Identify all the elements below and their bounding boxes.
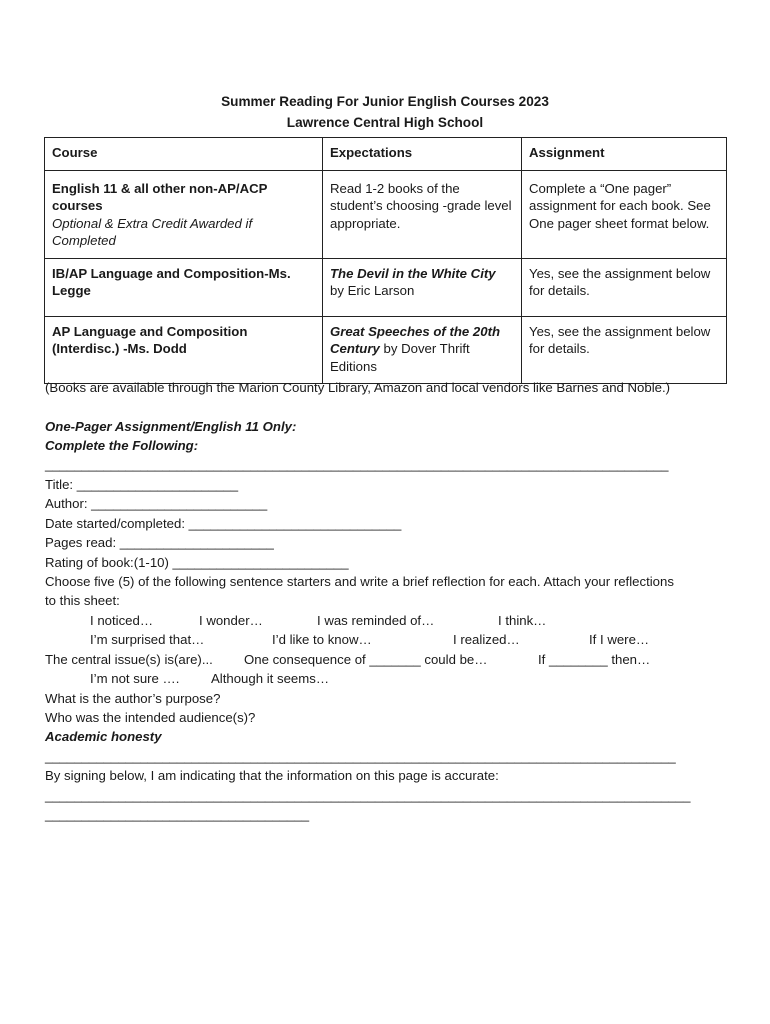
book-author: by Eric Larson bbox=[330, 283, 415, 298]
expectations-text: Read 1-2 books of the student’s choosing -grade level appropriate. bbox=[330, 180, 512, 231]
course-name: English 11 & all other non-AP/ACP courses bbox=[52, 180, 268, 213]
instructions-line2: to this sheet: bbox=[45, 593, 120, 608]
table-row bbox=[45, 170, 727, 258]
assignment-cell bbox=[522, 170, 727, 258]
starter-surprised: I’m surprised that… bbox=[90, 632, 205, 647]
table-row bbox=[45, 316, 727, 384]
course-note: Optional & Extra Credit Awarded if Completed bbox=[52, 215, 253, 248]
table-row bbox=[45, 258, 727, 316]
table-header-row bbox=[45, 138, 727, 171]
starter-central-issue: The central issue(s) is(are)... bbox=[45, 652, 213, 667]
expectations-cell bbox=[323, 170, 522, 258]
starter-reminded: I was reminded of… bbox=[317, 613, 435, 628]
course-cell bbox=[45, 258, 323, 316]
book-publisher: by Dover Thrift Editions bbox=[330, 341, 470, 374]
signing-statement: By signing below, I am indicating that the information on this page is accurate: bbox=[45, 768, 499, 783]
availability-note: (Books are available through the Marion County Library, Amazon and local vendors like Barnes and Noble.) bbox=[45, 380, 671, 395]
one-pager-heading: One-Pager Assignment/English 11 Only: bbox=[45, 419, 297, 434]
signature-line[interactable]: ________________________________________________________________________________________ bbox=[45, 788, 691, 803]
separator-line: _____________________________________________________________________________________ bbox=[45, 457, 669, 472]
starter-if-then: If ________ then… bbox=[538, 652, 651, 667]
academic-honesty-heading: Academic honesty bbox=[45, 729, 162, 744]
assignment-cell bbox=[522, 316, 727, 384]
starter-although: Although it seems… bbox=[211, 671, 330, 686]
course-name: IB/AP Language and Composition-Ms. Legge bbox=[52, 265, 291, 298]
assignment-text: Complete a “One pager” assignment for each book. See One pager sheet format below. bbox=[529, 180, 711, 231]
school-name: Lawrence Central High School bbox=[286, 115, 484, 130]
pages-read-field[interactable]: Pages read: _____________________ bbox=[45, 535, 274, 550]
header-course: Course bbox=[45, 138, 323, 171]
course-cell bbox=[45, 170, 323, 258]
starter-if-i-were: If I were… bbox=[589, 632, 650, 647]
assignment-text: Yes, see the assignment below for details. bbox=[529, 265, 711, 298]
audience-question: Who was the intended audience(s)? bbox=[45, 710, 256, 725]
course-name: AP Language and Composition (Interdisc.) -Ms. Dodd bbox=[52, 323, 248, 356]
title-field[interactable]: Title: ______________________ bbox=[45, 477, 239, 492]
book-title: The Devil in the White City bbox=[330, 265, 496, 281]
assignment-text: Yes, see the assignment below for details. bbox=[529, 323, 711, 356]
starter-consequence: One consequence of _______ could be… bbox=[244, 652, 488, 667]
starter-wonder: I wonder… bbox=[199, 613, 263, 628]
signature-line-continued[interactable]: ____________________________________ bbox=[45, 807, 310, 822]
expectations-cell bbox=[323, 316, 522, 384]
starter-think: I think… bbox=[498, 613, 547, 628]
rating-field[interactable]: Rating of book:(1-10) ________________________ bbox=[45, 555, 349, 570]
reading-table bbox=[44, 137, 727, 384]
complete-heading: Complete the Following: bbox=[45, 438, 199, 453]
assignment-cell bbox=[522, 258, 727, 316]
starter-like-to-know: I’d like to know… bbox=[272, 632, 372, 647]
starter-not-sure: I’m not sure …. bbox=[90, 671, 180, 686]
expectations-cell bbox=[323, 258, 522, 316]
book-title: Great Speeches of the 20th Century bbox=[330, 323, 501, 356]
separator-line: ______________________________________________________________________________________ bbox=[45, 749, 676, 764]
starter-noticed: I noticed… bbox=[90, 613, 154, 628]
purpose-question: What is the author’s purpose? bbox=[45, 691, 221, 706]
instructions-line1: Choose five (5) of the following sentence starters and write a brief reflection for each. Attach your reflections bbox=[45, 574, 674, 589]
document-title: Summer Reading For Junior English Courses 2023 bbox=[221, 94, 549, 109]
course-cell bbox=[45, 316, 323, 384]
header-expectations: Expectations bbox=[323, 138, 522, 171]
date-field[interactable]: Date started/completed: _____________________________ bbox=[45, 516, 402, 531]
starter-realized: I realized… bbox=[453, 632, 520, 647]
author-field[interactable]: Author: ________________________ bbox=[45, 496, 268, 511]
header-assignment: Assignment bbox=[522, 138, 727, 171]
